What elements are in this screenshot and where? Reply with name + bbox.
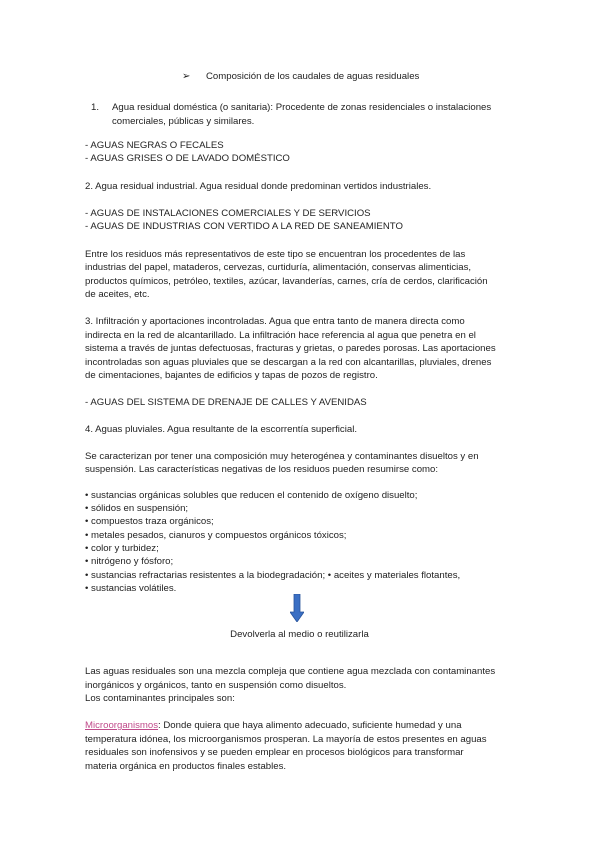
microorganismos-link[interactable]: Microorganismos [85,720,159,731]
item3-line-2: indirecta en la red de alcantarillado. La infiltración hace referencia al agua que penetra en el [85,330,476,341]
residuos-line-4: de aceites, etc. [85,289,150,300]
microorganismos-line-3: residuales son inofensivos y se pueden emplear en procesos biológicos para transformar [85,747,464,758]
mezcla-line-2: inorgánicos y orgánicos, tanto en suspensión como disueltos. [85,680,347,691]
bullet-item: • metales pesados, cianuros y compuestos orgánicos tóxicos; [85,530,347,541]
bullet-item: • color y turbidez; [85,543,159,554]
bullet-item: • sustancias volátiles. [85,583,177,594]
bullet-item: • nitrógeno y fósforo; [85,556,174,567]
down-arrow-icon [290,594,304,622]
arrow-bullet-icon: ➢ [182,71,191,82]
bullet-item: • sólidos en suspensión; [85,503,189,514]
microorganismos-line-1-rest: : Donde quiera que haya alimento adecuado, suficiente humedad y una [158,720,462,731]
mezcla-line-1: Las aguas residuales son una mezcla compleja que contiene agua mezclada con contaminantes [85,666,496,677]
item3-line-1: 3. Infiltración y aportaciones incontroladas. Agua que entra tanto de manera directa como [85,316,465,327]
item1-number: 1. [91,102,100,113]
microorganismos-line-4: materia orgánica en productos finales estables. [85,761,287,772]
list1-item-1: - AGUAS NEGRAS O FECALES [85,140,224,151]
devolver-caption: Devolverla al medio o reutilizarla [230,629,369,640]
list3-item: - AGUAS DEL SISTEMA DE DRENAJE DE CALLES Y AVENIDAS [85,397,367,408]
residuos-line-1: Entre los residuos más representativos de este tipo se encuentran los procedentes de las [85,249,466,260]
item3-line-3: sistema a través de juntas defectuosas, fracturas y grietas, o paredes porosas. Las aportaciones [85,343,496,354]
item4-text: 4. Aguas pluviales. Agua resultante de la escorrentía superficial. [85,424,357,435]
residuos-line-2: industrias del papel, mataderos, cervezas, curtiduría, alimentación, conservas alimenticias, [85,262,472,273]
caracteristicas-line-2: suspensión. Las características negativas de los residuos pueden resumirse como: [85,464,439,475]
item3-line-4: incontroladas son aguas pluviales que se descargan a la red con alcantarillas, pluviales, drenes [85,357,492,368]
section-heading: Composición de los caudales de aguas residuales [206,71,420,82]
microorganismos-line-2: temperatura idónea, los microorganismos prosperan. La mayoría de estos presentes en aguas [85,734,487,745]
list1-item-2: - AGUAS GRISES O DE LAVADO DOMÉSTICO [85,153,290,164]
microorganismos-line-1 [85,719,462,732]
mezcla-line-3: Los contaminantes principales son: [85,693,235,704]
item3-line-5: de cimentaciones, bajantes de edificios y tapas de pozos de registro. [85,370,378,381]
bullet-item: • sustancias orgánicas solubles que reducen el contenido de oxígeno disuelto; [85,490,418,501]
item1-line-1: Agua residual doméstica (o sanitaria): Procedente de zonas residenciales o instalaciones [112,102,492,113]
list2-item-2: - AGUAS DE INDUSTRIAS CON VERTIDO A LA RED DE SANEAMIENTO [85,221,403,232]
list2-item-1: - AGUAS DE INSTALACIONES COMERCIALES Y DE SERVICIOS [85,208,371,219]
bullet-item: • sustancias refractarias resistentes a la biodegradación; • aceites y materiales flotantes, [85,570,461,581]
item2-text: 2. Agua residual industrial. Agua residual donde predominan vertidos industriales. [85,181,432,192]
caracteristicas-line-1: Se caracterizan por tener una composición muy heterogénea y contaminantes disueltos y en [85,451,479,462]
item1-line-2: comerciales, públicas y similares. [112,116,255,127]
bullet-item: • compuestos traza orgánicos; [85,516,214,527]
residuos-line-3: productos químicos, petróleo, textiles, azúcar, lavanderías, carnes, cría de cerdos, clarificación [85,276,488,287]
